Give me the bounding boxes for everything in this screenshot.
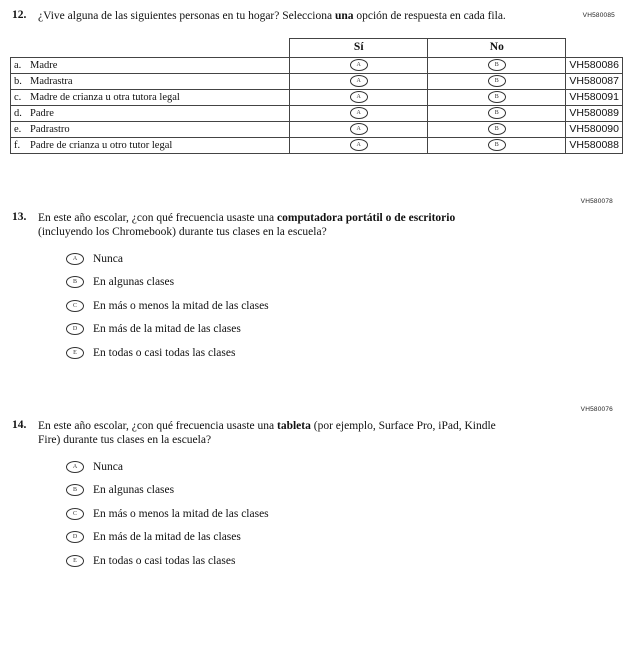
row-label: Madre: [30, 59, 58, 71]
yes-cell: [290, 89, 428, 105]
header-no: No: [428, 38, 566, 57]
row-label-cell: [11, 73, 290, 89]
answer-oval-no[interactable]: B: [488, 139, 506, 151]
answer-oval-no[interactable]: B: [488, 107, 506, 119]
answer-oval[interactable]: D: [66, 531, 84, 543]
answer-oval[interactable]: C: [66, 300, 84, 312]
row-label: Padre de crianza u otro tutor legal: [30, 139, 173, 151]
yes-cell: [290, 121, 428, 137]
yes-cell: [290, 73, 428, 89]
row-label: Padre: [30, 107, 54, 119]
answer-oval-no[interactable]: B: [488, 91, 506, 103]
option-row: [66, 460, 623, 474]
question-14-options: [66, 460, 623, 568]
row-letter: f.: [14, 139, 21, 151]
no-cell: [428, 137, 566, 153]
answer-oval-no[interactable]: B: [488, 123, 506, 135]
no-cell: [428, 73, 566, 89]
question-13-text-before: En este año escolar, ¿con qué frecuencia usaste una: [38, 211, 275, 224]
row-label-cell: [11, 121, 290, 137]
question-13-text-after: (incluyendo los Chromebook) durante tus clases en la escuela?: [38, 226, 327, 238]
table-row: [11, 57, 623, 73]
option-label: En más o menos la mitad de las clases: [93, 507, 269, 520]
question-14-code: VH580076: [580, 405, 613, 413]
option-row: [66, 507, 623, 521]
answer-oval[interactable]: B: [66, 276, 84, 288]
row-letter: a.: [14, 59, 22, 71]
answer-oval-yes[interactable]: A: [350, 123, 368, 135]
no-cell: [428, 121, 566, 137]
row-code: VH580086: [566, 57, 623, 73]
row-label-cell: [11, 137, 290, 153]
row-code: VH580091: [566, 89, 623, 105]
option-label: En más de la mitad de las clases: [93, 531, 241, 543]
row-letter: c.: [14, 91, 22, 103]
answer-oval[interactable]: E: [66, 347, 84, 359]
option-label: En más de la mitad de las clases: [93, 323, 241, 335]
table-row: [11, 137, 623, 153]
answer-oval[interactable]: A: [66, 461, 84, 473]
answer-oval[interactable]: A: [66, 253, 84, 265]
question-14-text-before: En este año escolar, ¿con qué frecuencia usaste una: [38, 419, 275, 432]
question-12: [0, 9, 623, 24]
table-row: [11, 121, 623, 137]
row-letter: b.: [14, 75, 22, 87]
yes-cell: [290, 105, 428, 121]
question-12-text-after: opción de respuesta en cada fila.: [356, 10, 506, 22]
question-13-options: [66, 252, 623, 360]
row-code: VH580089: [566, 105, 623, 121]
header-empty-code-cell: [566, 38, 623, 57]
row-label: Madrastra: [30, 75, 73, 87]
question-12-answer-table: [10, 38, 623, 154]
row-code: VH580090: [566, 121, 623, 137]
table-row: [11, 89, 623, 105]
page-accession-code: VH580085: [582, 12, 615, 19]
question-13-number: 13.: [12, 210, 27, 223]
option-row: [66, 252, 623, 266]
answer-oval[interactable]: C: [66, 508, 84, 520]
row-label-cell: [11, 57, 290, 73]
row-code: VH580088: [566, 137, 623, 153]
question-13-text-bold: computadora portátil o de escritorio: [277, 211, 456, 224]
row-letter: e.: [14, 123, 22, 135]
option-row: [66, 299, 623, 313]
option-row: [66, 554, 623, 568]
option-label: Nunca: [93, 252, 124, 265]
answer-oval[interactable]: B: [66, 484, 84, 496]
option-label: En algunas clases: [93, 276, 175, 288]
option-row: [66, 530, 623, 544]
table-row: [11, 105, 623, 121]
row-label: Padrastro: [30, 123, 70, 135]
table-header-row: [11, 38, 623, 57]
header-empty-cell: [11, 38, 290, 57]
question-13-code: VH580078: [580, 197, 613, 205]
option-label: En algunas clases: [93, 484, 175, 496]
question-12-number: 12.: [12, 9, 27, 21]
header-yes: Sí: [290, 38, 428, 57]
table-row: [11, 73, 623, 89]
answer-oval-yes[interactable]: A: [350, 91, 368, 103]
answer-oval-yes[interactable]: A: [350, 107, 368, 119]
answer-oval-yes[interactable]: A: [350, 139, 368, 151]
row-code: VH580087: [566, 73, 623, 89]
row-letter: d.: [14, 107, 22, 119]
no-cell: [428, 89, 566, 105]
question-14-number: 14.: [12, 418, 27, 431]
yes-cell: [290, 57, 428, 73]
question-14-text-bold: tableta: [277, 419, 311, 432]
no-cell: [428, 105, 566, 121]
question-13-text: [38, 211, 498, 240]
question-14: [0, 419, 623, 448]
answer-oval-no[interactable]: B: [488, 59, 506, 71]
question-12-text-before: ¿Vive alguna de las siguientes personas en tu hogar? Selecciona: [38, 10, 333, 22]
question-12-text: [38, 9, 530, 24]
question-12-text-bold: una: [334, 10, 354, 22]
answer-oval[interactable]: E: [66, 555, 84, 567]
option-label: Nunca: [93, 460, 124, 473]
row-label-cell: [11, 105, 290, 121]
question-13: [0, 211, 623, 240]
question-14-text-after: (por ejemplo, Surface Pro, iPad, Kindle Fire) durante tus clases en la escuela?: [38, 419, 496, 446]
answer-oval-yes[interactable]: A: [350, 59, 368, 71]
row-label: Madre de crianza u otra tutora legal: [30, 91, 180, 103]
option-row: [66, 322, 623, 336]
option-label: En todas o casi todas las clases: [93, 554, 236, 567]
option-row: [66, 275, 623, 289]
no-cell: [428, 57, 566, 73]
option-row: [66, 483, 623, 497]
option-row: [66, 346, 623, 360]
answer-oval-no[interactable]: B: [488, 75, 506, 87]
question-14-text: [38, 419, 498, 448]
option-label: En todas o casi todas las clases: [93, 346, 236, 359]
row-label-cell: [11, 89, 290, 105]
yes-cell: [290, 137, 428, 153]
answer-oval-yes[interactable]: A: [350, 75, 368, 87]
option-label: En más o menos la mitad de las clases: [93, 299, 269, 312]
answer-oval[interactable]: D: [66, 323, 84, 335]
